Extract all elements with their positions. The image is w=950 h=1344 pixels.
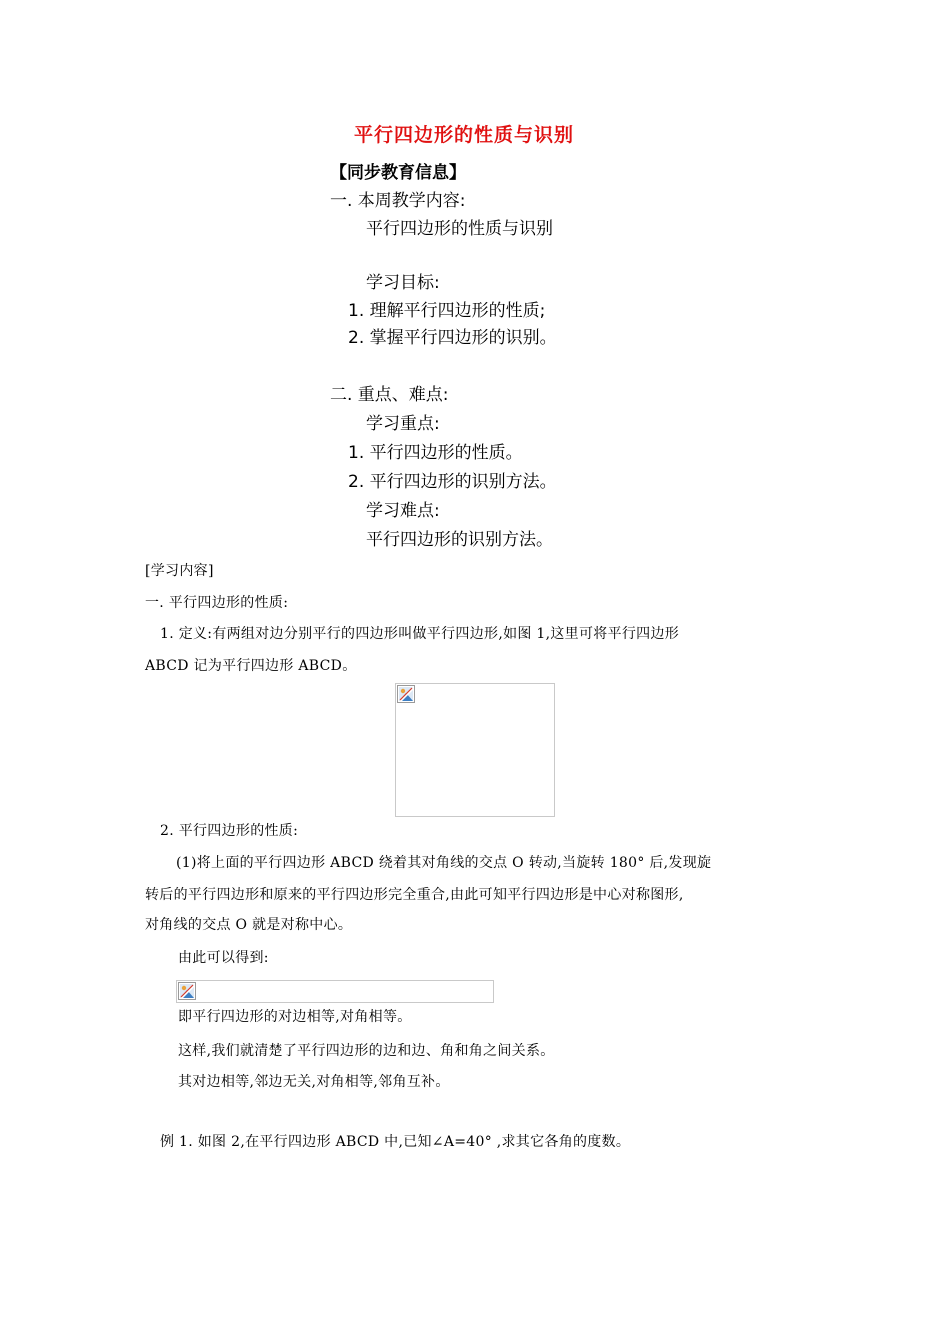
example-1: 例 1. 如图 2,在平行四边形 ABCD 中,已知∠A=40° ,求其它各角的度数。 [160, 1134, 631, 1150]
key-point-1: 1. 平行四边形的性质。 [348, 443, 523, 463]
result-line-2: 这样,我们就清楚了平行四边形的边和边、角和角之间关系。 [178, 1043, 555, 1059]
key-point-2: 2. 平行四边形的识别方法。 [348, 472, 557, 492]
part1-heading: 一. 平行四边形的性质: [145, 595, 289, 611]
property1-line-2: 转后的平行四边形和原来的平行四边形完全重合,由此可知平行四边形是中心对称图形, [145, 887, 684, 903]
figure-1-image [395, 683, 555, 817]
difficulty-label: 学习难点: [366, 501, 440, 521]
section1-heading: 一. 本周教学内容: [330, 191, 466, 211]
definition-line-2: ABCD 记为平行四边形 ABCD。 [145, 658, 357, 674]
content-label: [学习内容] [145, 563, 214, 579]
formula-image [176, 980, 494, 1003]
properties-heading: 2. 平行四边形的性质: [160, 823, 299, 839]
sync-header: 【同步教育信息】 [330, 163, 466, 183]
goal-item-2: 2. 掌握平行四边形的识别。 [348, 328, 557, 348]
result-line-1: 即平行四边形的对边相等,对角相等。 [178, 1009, 412, 1025]
key-label: 学习重点: [366, 414, 440, 434]
property1-line-1: (1)将上面的平行四边形 ABCD 绕着其对角线的交点 O 转动,当旋转 180° 后,发现旋 [176, 855, 712, 871]
property1-line-3: 对角线的交点 O 就是对称中心。 [145, 917, 353, 933]
section2-heading: 二. 重点、难点: [330, 385, 449, 405]
derive-text: 由此可以得到: [178, 950, 269, 966]
broken-image-icon [397, 685, 415, 703]
goals-label: 学习目标: [366, 273, 440, 293]
result-line-3: 其对边相等,邻边无关,对角相等,邻角互补。 [178, 1074, 450, 1090]
page-title: 平行四边形的性质与识别 [354, 124, 575, 146]
section1-topic: 平行四边形的性质与识别 [366, 219, 553, 239]
difficulty-text: 平行四边形的识别方法。 [366, 530, 553, 550]
definition-line-1: 1. 定义:有两组对边分别平行的四边形叫做平行四边形,如图 1,这里可将平行四边形 [160, 626, 680, 642]
goal-item-1: 1. 理解平行四边形的性质; [348, 301, 546, 321]
broken-image-icon [178, 982, 196, 1000]
